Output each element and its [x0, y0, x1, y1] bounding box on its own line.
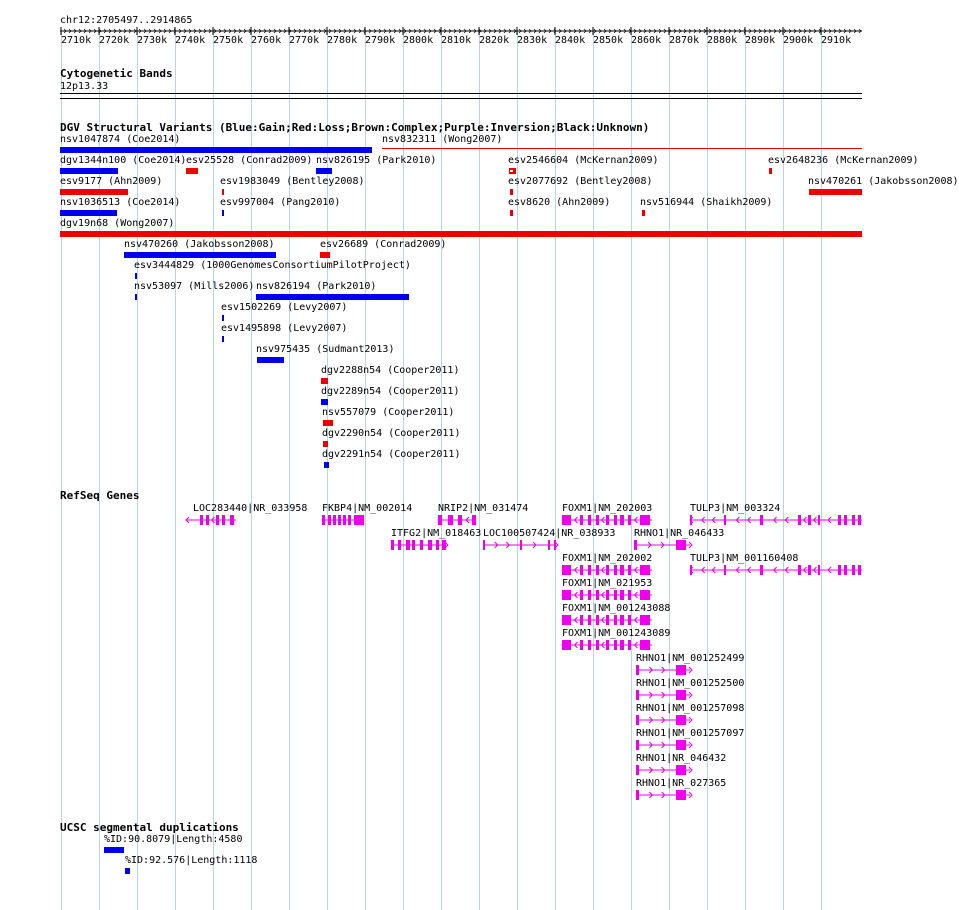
coordinate-range: chr12:2705497..2914865 — [60, 15, 193, 26]
gene-exon — [614, 590, 617, 600]
gene-exon — [640, 565, 650, 575]
gene-model-rhno1-nr_027365[interactable] — [633, 789, 693, 801]
gene-exon — [614, 640, 617, 650]
ruler-tick-label: 2810k — [441, 35, 472, 46]
gene-exon — [442, 540, 446, 550]
grid-line — [479, 32, 480, 910]
gene-exon — [354, 515, 364, 525]
ruler-tick-label: 2710k — [61, 35, 92, 46]
gene-model-foxm1-nm_202002[interactable] — [559, 564, 655, 576]
ruler-tick-label: 2840k — [555, 35, 586, 46]
cytoband-line-top — [60, 93, 862, 94]
gene-model-rhno1-nm_001257098[interactable] — [633, 714, 693, 726]
gene-exon — [620, 565, 624, 575]
ruler-tick-label: 2740k — [175, 35, 206, 46]
dgv-label-dgv2289n54[interactable]: dgv2289n54 (Cooper2011) — [321, 386, 460, 397]
gene-label-rhno1-nm_001257097[interactable]: RHNO1|NM_001257097 — [636, 728, 745, 739]
gene-exon — [420, 540, 423, 550]
dgv-label-dgv2291n54[interactable]: dgv2291n54 (Cooper2011) — [322, 449, 461, 460]
dgv-label-esv2546604[interactable]: esv2546604 (McKernan2009) — [508, 155, 659, 166]
gene-exon — [628, 640, 631, 650]
ruler-tick-label: 2750k — [213, 35, 244, 46]
gene-exon — [428, 540, 432, 550]
ruler-tick-label: 2770k — [289, 35, 320, 46]
gene-exon — [343, 515, 346, 525]
gene-exon — [406, 540, 410, 550]
gene-exon — [596, 515, 599, 525]
gene-exon — [844, 565, 847, 575]
dgv-label-esv2648236[interactable]: esv2648236 (McKernan2009) — [768, 155, 919, 166]
gene-exon — [838, 565, 841, 575]
refseq-track-title[interactable]: RefSeq Genes — [60, 489, 140, 502]
ruler-tick-label: 2800k — [403, 35, 434, 46]
dgv-bar-esv8620[interactable] — [510, 210, 513, 216]
dgv-bar-nsv832311[interactable] — [382, 148, 862, 149]
ruler-tick-label: 2760k — [251, 35, 282, 46]
gene-exon — [448, 515, 453, 525]
gene-model-rhno1-nm_001252500[interactable] — [633, 689, 693, 701]
gene-exon — [628, 515, 631, 525]
gene-exon — [606, 515, 609, 525]
gene-exon — [636, 740, 639, 750]
gene-exon — [580, 515, 583, 525]
gene-exon — [216, 515, 219, 525]
segdup-label[interactable]: %ID:90.8079|Length:4580 — [104, 834, 243, 845]
gene-model-loc283440-nr_033958[interactable] — [183, 514, 239, 526]
dgv-label-esv2077692[interactable]: esv2077692 (Bentley2008) — [508, 176, 653, 187]
dgv-bar-nsv1047874[interactable] — [60, 147, 372, 153]
dgv-label-nsv470261[interactable]: nsv470261 (Jakobsson2008) — [808, 176, 959, 187]
gene-exon — [636, 690, 639, 700]
gene-exon — [606, 615, 609, 625]
gene-label-fkbp4-nm_002014[interactable]: FKBP4|NM_002014 — [322, 503, 413, 514]
gene-exon — [636, 765, 639, 775]
dgv-label-esv3444829[interactable]: esv3444829 (1000GenomesConsortiumPilotProject) — [134, 260, 411, 271]
grid-line — [441, 32, 442, 910]
gene-exon — [588, 640, 591, 650]
gene-exon — [580, 615, 583, 625]
gene-model-loc100507424-nr_038933[interactable] — [480, 539, 559, 551]
gene-label-foxm1-nm_001243088[interactable]: FOXM1|NM_001243088 — [562, 603, 671, 614]
dgv-bar-esv1983049[interactable] — [222, 189, 224, 195]
dgv-bar-esv2648236[interactable] — [769, 168, 772, 174]
dgv-bar-esv26689[interactable] — [320, 252, 330, 258]
ruler-tick-label: 2870k — [669, 35, 700, 46]
gene-exon — [338, 515, 341, 525]
gene-exon — [548, 540, 550, 550]
gene-exon — [760, 515, 763, 525]
gene-exon — [588, 615, 591, 625]
gene-exon — [562, 515, 571, 525]
gene-exon — [412, 540, 415, 550]
dgv-label-nsv53097[interactable]: nsv53097 (Mills2006) — [134, 281, 255, 292]
gene-exon — [562, 640, 571, 650]
gene-model-foxm1-nm_021953[interactable] — [559, 589, 655, 601]
gene-exon — [398, 540, 401, 550]
gene-exon — [640, 640, 650, 650]
gene-exon — [818, 565, 820, 575]
dgv-label-esv25528[interactable]: esv25528 (Conrad2009) — [186, 155, 313, 166]
dgv-bar-dgv19n68[interactable] — [60, 231, 862, 237]
gene-exon — [596, 640, 599, 650]
gene-exon — [588, 590, 591, 600]
gene-exon — [614, 565, 617, 575]
gene-exon — [676, 665, 686, 675]
dgv-bar-nsv975435[interactable] — [257, 357, 284, 363]
dgv-label-nsv1036513[interactable]: nsv1036513 (Coe2014) — [60, 197, 181, 208]
gene-exon — [724, 565, 726, 575]
gene-exon — [640, 515, 650, 525]
gene-label-rhno1-nm_001252500[interactable]: RHNO1|NM_001252500 — [636, 678, 745, 689]
dgv-bar-nsv826195[interactable] — [316, 168, 332, 174]
gene-exon — [808, 565, 811, 575]
gene-exon — [852, 515, 855, 525]
gene-exon — [858, 515, 861, 525]
gene-exon — [798, 515, 801, 525]
gene-label-loc100507424-nr_038933[interactable]: LOC100507424|NR_038933 — [483, 528, 616, 539]
dgv-label-dgv2290n54[interactable]: dgv2290n54 (Cooper2011) — [322, 428, 461, 439]
dgv-bar-dgv2290n54[interactable] — [323, 441, 328, 447]
segdup-bar[interactable] — [104, 847, 124, 853]
gene-exon — [554, 540, 556, 550]
gene-exon — [614, 515, 617, 525]
dgv-bar-gap — [510, 170, 513, 172]
ruler-tick-label: 2890k — [745, 35, 776, 46]
grid-line — [745, 32, 746, 910]
dgv-label-nsv826194[interactable]: nsv826194 (Park2010) — [256, 281, 377, 292]
gene-exon — [724, 515, 726, 525]
dgv-label-nsv557079[interactable]: nsv557079 (Cooper2011) — [322, 407, 455, 418]
cytoband-label[interactable]: 12p13.33 — [60, 81, 109, 92]
gene-exon — [628, 565, 631, 575]
dgv-label-nsv470260[interactable]: nsv470260 (Jakobsson2008) — [124, 239, 275, 250]
gene-label-nrip2-nm_031474[interactable]: NRIP2|NM_031474 — [438, 503, 529, 514]
gene-exon — [580, 590, 583, 600]
ruler-tick-label: 2790k — [365, 35, 396, 46]
dgv-bar-dgv2291n54[interactable] — [324, 462, 329, 468]
gene-exon — [606, 565, 609, 575]
gene-exon — [858, 565, 861, 575]
gene-model-foxm1-nm_001243088[interactable] — [559, 614, 655, 626]
gene-label-foxm1-nm_202003[interactable]: FOXM1|NM_202003 — [562, 503, 653, 514]
ruler-tick-label: 2820k — [479, 35, 510, 46]
dgv-bar-nsv53097[interactable] — [135, 294, 137, 300]
gene-exon — [620, 515, 624, 525]
gene-exon — [348, 515, 351, 525]
gene-exon — [676, 765, 686, 775]
gene-exon — [818, 515, 820, 525]
gene-exon — [838, 515, 841, 525]
gene-exon — [436, 540, 439, 550]
dgv-label-esv1495898[interactable]: esv1495898 (Levy2007) — [221, 323, 348, 334]
gene-label-tulp3-nm_003324[interactable]: TULP3|NM_003324 — [690, 503, 781, 514]
ruler-tick-label: 2730k — [137, 35, 168, 46]
gene-label-foxm1-nm_202002[interactable]: FOXM1|NM_202002 — [562, 553, 653, 564]
gene-exon — [636, 715, 639, 725]
gene-exon — [636, 790, 639, 800]
ruler-tick-label: 2720k — [99, 35, 130, 46]
ruler-tick-label: 2830k — [517, 35, 548, 46]
dgv-label-nsv1047874[interactable]: nsv1047874 (Coe2014) — [60, 134, 181, 145]
dgv-bar-nsv1036513[interactable] — [60, 210, 117, 216]
gene-exon — [676, 690, 686, 700]
dgv-bar-nsv826194[interactable] — [256, 294, 409, 300]
gene-model-rhno1-nm_001252499[interactable] — [633, 664, 693, 676]
dgv-bar-esv9177[interactable] — [60, 189, 128, 195]
gene-exon — [614, 615, 617, 625]
gene-exon — [230, 515, 234, 525]
dgv-label-dgv2288n54[interactable]: dgv2288n54 (Cooper2011) — [321, 365, 460, 376]
gene-exon — [676, 790, 686, 800]
gene-exon — [636, 665, 639, 675]
gene-exon — [808, 515, 811, 525]
gene-exon — [200, 515, 203, 525]
dgv-label-nsv516944[interactable]: nsv516944 (Shaikh2009) — [640, 197, 773, 208]
gene-exon — [562, 565, 571, 575]
segdup-track-title[interactable]: UCSC segmental duplications — [60, 821, 239, 834]
gene-exon — [596, 565, 599, 575]
ruler-tick-label: 2780k — [327, 35, 358, 46]
dgv-bar-esv2077692[interactable] — [510, 189, 513, 195]
dgv-bar-nsv470261[interactable] — [809, 189, 862, 195]
dgv-track-title[interactable]: DGV Structural Variants (Blue:Gain;Red:Loss;Brown:Complex;Purple:Inversion;Black:Unknown) — [60, 121, 650, 134]
gene-exon — [588, 515, 591, 525]
gene-label-rhno1-nr_046433[interactable]: RHNO1|NR_046433 — [634, 528, 725, 539]
ruler-tick-label: 2850k — [593, 35, 624, 46]
cytoband-line-bottom — [60, 98, 862, 99]
gene-exon — [328, 515, 331, 525]
gene-exon — [562, 590, 571, 600]
gene-model-fkbp4-nm_002014[interactable] — [319, 514, 367, 526]
gene-label-rhno1-nm_001257098[interactable]: RHNO1|NM_001257098 — [636, 703, 745, 714]
dgv-label-esv1502269[interactable]: esv1502269 (Levy2007) — [221, 302, 348, 313]
gene-model-nrip2-nm_031474[interactable] — [435, 514, 479, 526]
gene-exon — [596, 615, 599, 625]
gene-exon — [588, 565, 591, 575]
gene-label-foxm1-nm_021953[interactable]: FOXM1|NM_021953 — [562, 578, 653, 589]
gene-label-tulp3-nm_001160408[interactable]: TULP3|NM_001160408 — [690, 553, 799, 564]
gene-model-foxm1-nm_202003[interactable] — [559, 514, 655, 526]
gene-model-foxm1-nm_001243089[interactable] — [559, 639, 655, 651]
dgv-bar-nsv557079[interactable] — [323, 420, 333, 426]
ruler-tick-label: 2900k — [783, 35, 814, 46]
gene-exon — [676, 715, 686, 725]
gene-exon — [676, 740, 686, 750]
gene-label-itfg2-nm_018463[interactable]: ITFG2|NM_018463 — [391, 528, 482, 539]
gene-exon — [596, 590, 599, 600]
segdup-bar[interactable] — [125, 868, 130, 874]
dgv-label-nsv832311[interactable]: nsv832311 (Wong2007) — [382, 134, 503, 145]
gene-exon — [620, 590, 624, 600]
ruler-tick-label: 2880k — [707, 35, 738, 46]
gene-exon — [760, 565, 763, 575]
dgv-label-esv9177[interactable]: esv9177 (Ahn2009) — [60, 176, 163, 187]
gene-exon — [628, 590, 631, 600]
gene-label-rhno1-nm_001252499[interactable]: RHNO1|NM_001252499 — [636, 653, 745, 664]
segdup-label[interactable]: %ID:92.576|Length:1118 — [125, 855, 258, 866]
ruler-tick-label: 2860k — [631, 35, 662, 46]
gene-exon — [606, 590, 609, 600]
dgv-label-dgv19n68[interactable]: dgv19n68 (Wong2007) — [60, 218, 175, 229]
gene-exon — [606, 640, 609, 650]
gene-exon — [634, 540, 637, 550]
gene-exon — [472, 515, 476, 525]
gene-label-loc283440-nr_033958[interactable]: LOC283440|NR_033958 — [193, 503, 308, 514]
gene-exon — [676, 540, 686, 550]
gene-exon — [562, 615, 571, 625]
dgv-bar-esv1495898[interactable] — [222, 336, 224, 342]
gene-exon — [628, 615, 631, 625]
gene-exon — [620, 615, 624, 625]
dgv-bar-dgv1344n100[interactable] — [60, 168, 118, 174]
dgv-bar-dgv2288n54[interactable] — [321, 378, 328, 384]
gene-model-tulp3-nm_003324[interactable] — [687, 514, 865, 526]
gene-exon — [580, 565, 583, 575]
gene-exon — [483, 540, 485, 550]
gene-exon — [333, 515, 336, 525]
gene-exon — [391, 540, 394, 550]
gene-label-rhno1-nr_046432[interactable]: RHNO1|NR_046432 — [636, 753, 727, 764]
gene-exon — [852, 565, 855, 575]
gene-model-rhno1-nr_046432[interactable] — [633, 764, 693, 776]
gene-exon — [458, 515, 462, 525]
gene-label-foxm1-nm_001243089[interactable]: FOXM1|NM_001243089 — [562, 628, 671, 639]
gene-exon — [580, 640, 583, 650]
dgv-label-dgv1344n100[interactable]: dgv1344n100 (Coe2014) — [60, 155, 187, 166]
dgv-bar-esv3444829[interactable] — [135, 273, 137, 279]
dgv-bar-esv997004[interactable] — [222, 210, 224, 216]
gene-exon — [620, 640, 624, 650]
dgv-bar-nsv516944[interactable] — [642, 210, 645, 216]
gene-exon — [798, 565, 801, 575]
gene-exon — [206, 515, 209, 525]
gene-model-rhno1-nr_046433[interactable] — [631, 539, 693, 551]
dgv-label-nsv826195[interactable]: nsv826195 (Park2010) — [316, 155, 437, 166]
gene-exon — [222, 515, 225, 525]
dgv-bar-dgv2289n54[interactable] — [321, 399, 328, 405]
gene-model-itfg2-nm_018463[interactable] — [388, 539, 449, 551]
ruler-tick-label: 2910k — [821, 35, 852, 46]
dgv-label-esv8620[interactable]: esv8620 (Ahn2009) — [508, 197, 611, 208]
dgv-bar-nsv470260[interactable] — [124, 252, 276, 258]
dgv-label-esv26689[interactable]: esv26689 (Conrad2009) — [320, 239, 447, 250]
gene-label-rhno1-nr_027365[interactable]: RHNO1|NR_027365 — [636, 778, 727, 789]
gene-exon — [640, 590, 650, 600]
cytoband-track-title[interactable]: Cytogenetic Bands — [60, 67, 173, 80]
dgv-label-nsv975435[interactable]: nsv975435 (Sudmant2013) — [256, 344, 395, 355]
gene-exon — [844, 515, 847, 525]
gene-model-rhno1-nm_001257097[interactable] — [633, 739, 693, 751]
dgv-bar-esv25528[interactable] — [186, 168, 198, 174]
gene-exon — [640, 615, 650, 625]
dgv-label-esv1983049[interactable]: esv1983049 (Bentley2008) — [220, 176, 365, 187]
dgv-label-esv997004[interactable]: esv997004 (Pang2010) — [220, 197, 341, 208]
dgv-bar-esv1502269[interactable] — [222, 315, 224, 321]
gene-model-tulp3-nm_001160408[interactable] — [687, 564, 865, 576]
gene-exon — [520, 540, 522, 550]
